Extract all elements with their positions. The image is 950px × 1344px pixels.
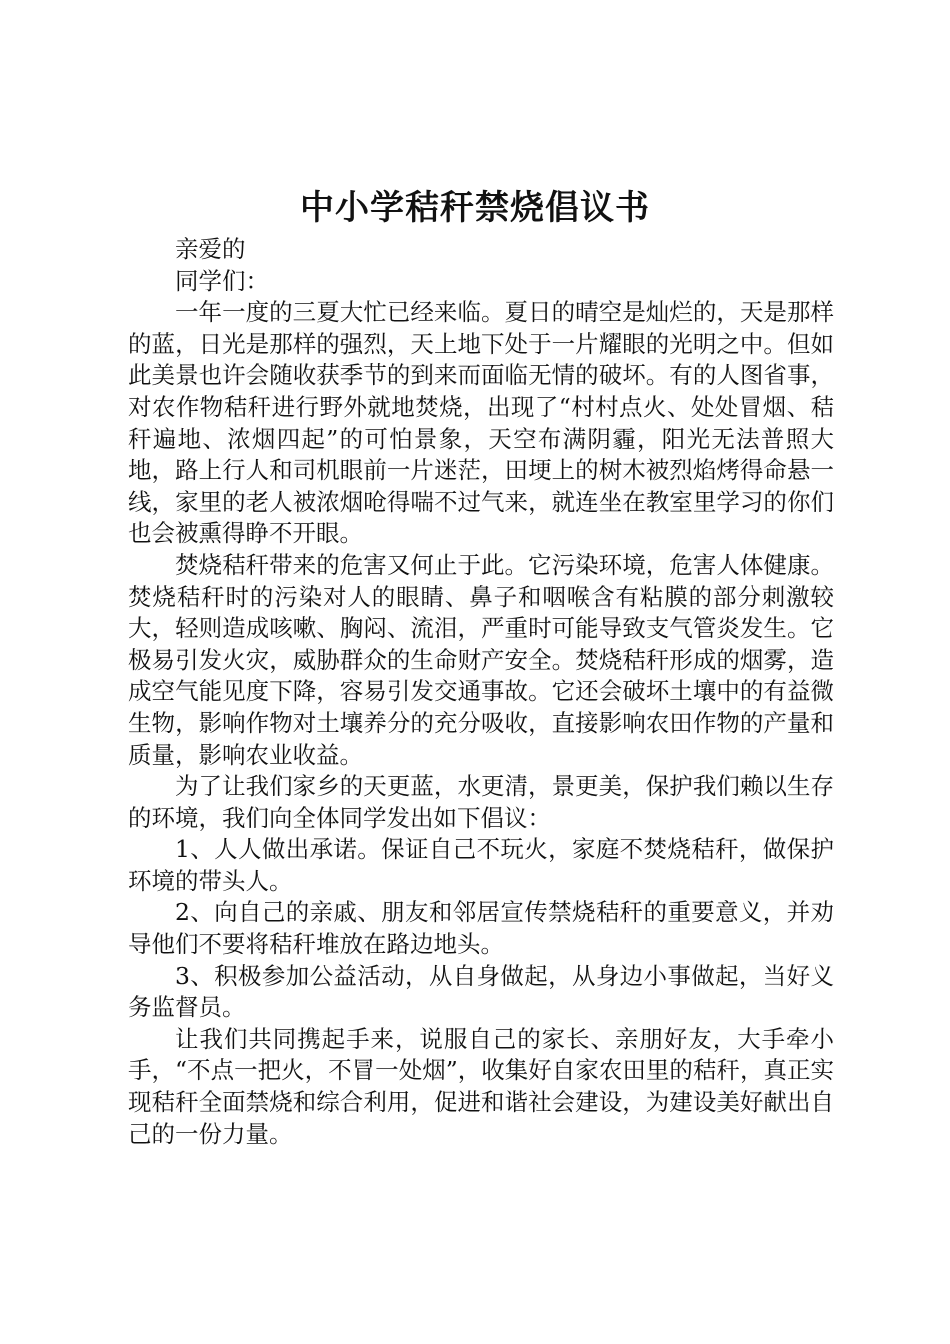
proposal-item-1: 1、人人做出承诺。保证自己不玩火，家庭不焚烧秸秆，做保护环境的带头人。 [128,835,834,895]
paragraph-harms: 焚烧秸秆带来的危害又何止于此。它污染环境，危害人体健康。焚烧秸秆时的污染对人的眼睛、鼻子和咽喉含有粘膜的部分刺激较大，轻则造成咳嗽、胸闷、流泪，严重时可能导致支气管炎发生。它极易引发火灾，威胁群众的生命财产安全。焚烧秸秆形成的烟雾，造成空气能见度下降，容易引发交通事故。它还会破坏土壤中的有益微生物，影响作物对土壤养分的充分吸收，直接影响农田作物的产量和质量，影响农业收益。 [128,550,834,769]
paragraph-call: 为了让我们家乡的天更蓝，水更清，景更美，保护我们赖以生存的环境，我们向全体同学发出如下倡议： [128,772,834,832]
proposal-item-3: 3、积极参加公益活动，从自身做起，从身边小事做起，当好义务监督员。 [128,961,834,1022]
greeting-line-1: 亲爱的 [175,235,246,263]
paragraph-closing: 让我们共同携起手来，说服自己的家长、亲朋好友，大手牵小手，“不点一把火，不冒一处烟”，收集好自家农田里的秸秆，真正实现秸秆全面禁烧和综合利用，促进和谐社会建设，为建设美好献出自己的一份力量。 [128,1024,834,1148]
document-title: 中小学秸秆禁烧倡议书 [300,188,650,228]
document-body [128,234,834,1150]
greeting-line-2: 同学们： [175,266,269,295]
paragraph-summer-harvest: 一年一度的三夏大忙已经来临。夏日的晴空是灿烂的，天是那样的蓝，日光是那样的强烈，天上地下处于一片耀眼的光明之中。但如此美景也许会随收获季节的到来而面临无情的破坏。有的人图省事，对农作物秸秆进行野外就地焚烧，出现了“村村点火、处处冒烟、秸秆遍地、浓烟四起”的可怕景象，天空布满阴霾，阳光无法普照大地，路上行人和司机眼前一片迷茫，田埂上的树木被烈焰烤得命悬一线，家里的老人被浓烟呛得喘不过气来，就连坐在教室里学习的你们也会被熏得睁不开眼。 [128,298,834,548]
proposal-item-2: 2、向自己的亲戚、朋友和邻居宣传禁烧秸秆的重要意义，并劝导他们不要将秸秆堆放在路边地头。 [128,898,834,959]
